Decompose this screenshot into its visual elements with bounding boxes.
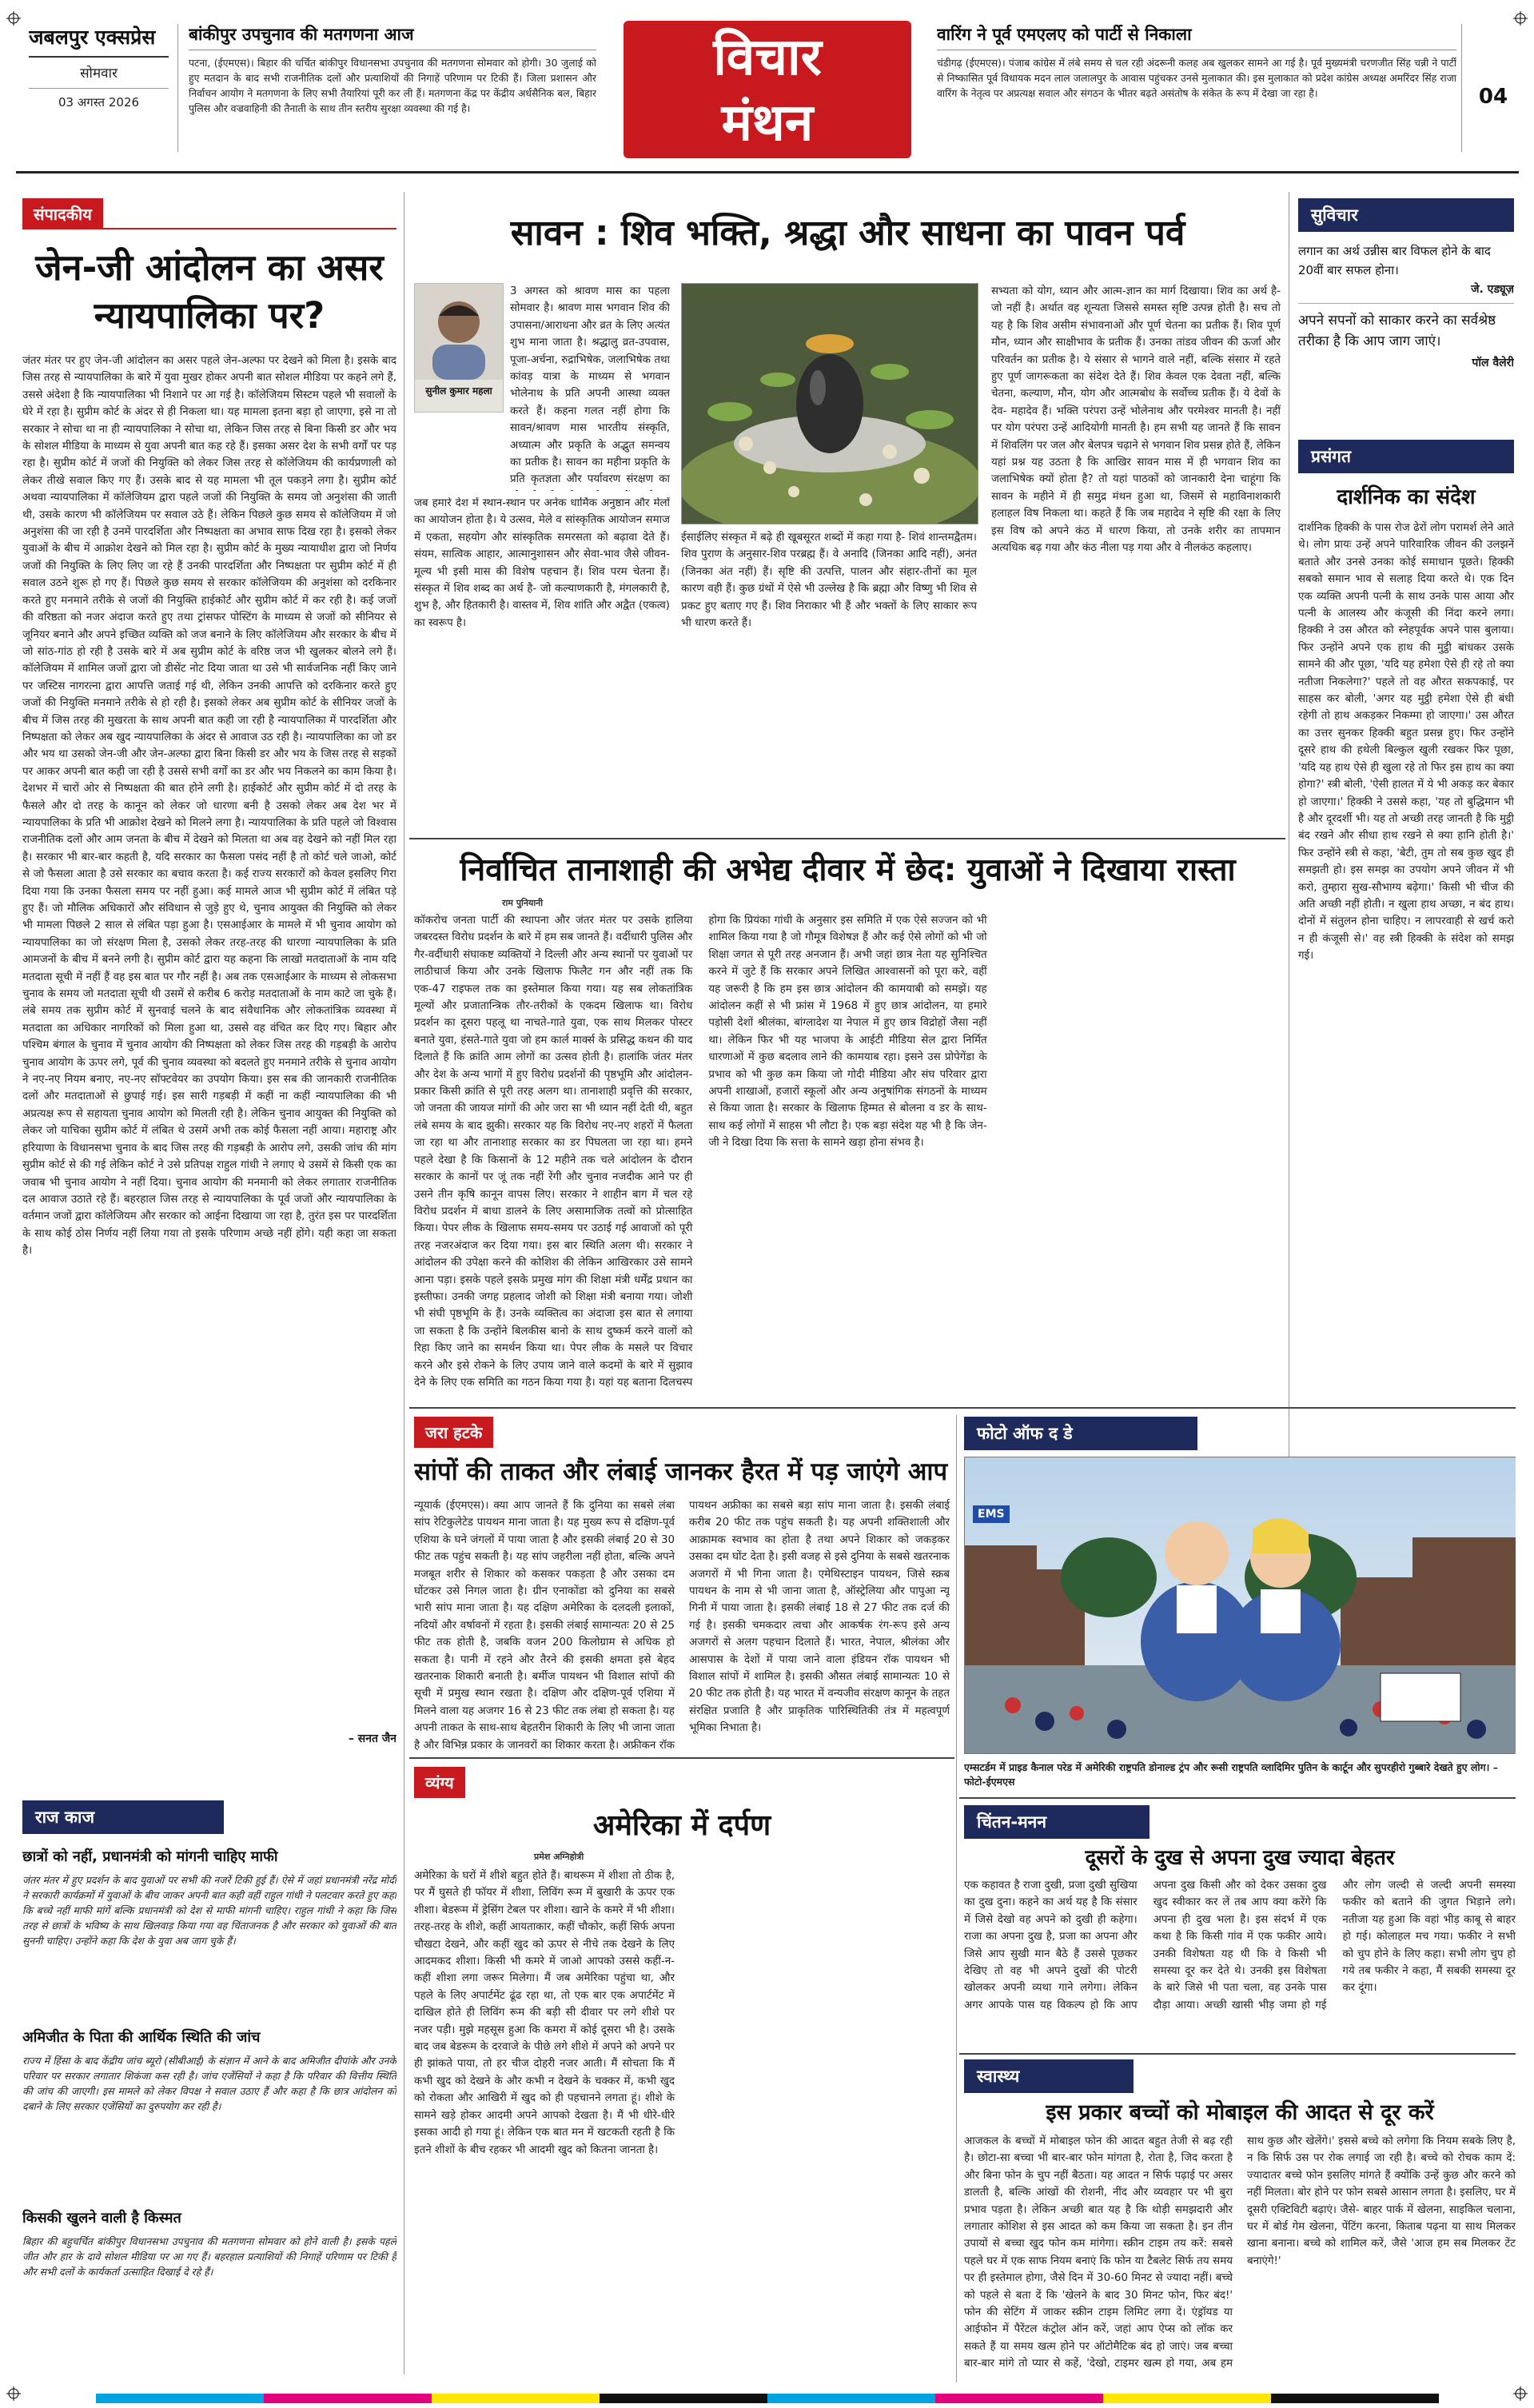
zara-hatke-body: न्यूयार्क (ईएमएस)। क्या आप जानते हैं कि दुनिया का सबसे लंबा सांप रेटिकुलेटेड पायथन माना जाता है। यह मुख्य रूप से दक्षिण-पूर्व एशिया के घने जंगलों में पाया जाता है और इसकी लंबाई 20 से 30 फीट तक पहुंच सकती है। यह सांप जहरीला नहीं होता, बल्कि अपने मजबूत शरीर से शिकार को कसकर पकड़ता है और उसका दम घोंटकर उसे निगल जाता है। ग्रीन एनाकोंडा को दुनिया का सबसे भारी सांप माना जाता है। यह दक्षिण अमेरिका के दलदली इलाकों, नदियों और वर्षावनों में रहता है। इसकी लंबाई सामान्यतः 20 से 25 फीट तक होती है, जबकि वजन 200 किलोग्राम से अधिक हो सकता है। पानी में रहने और तैरने की इसकी क्षमता इसे बेहद खतरनाक शिकारी बनाती है। बर्मीज पायथन भी विशाल सांपों की सूची में प्रमुख स्थान रखता है। दक्षिण और दक्षिण-पूर्व एशिया में मिलने वाला यह अजगर 16 से 23 फीट तक लंबा हो सकता है। यह अपनी ताकत के साथ-साथ बेहतरीन शिकारी के लिए भी जाना जाता है और विभिन्न प्रकार के जानवरों का शिकार करता है। अफ्रीकन रॉक पायथन अफ्रीका का सबसे बड़ा सांप माना जाता है। इसकी लंबाई करीब 20 फीट तक पहुंच सकती है। यह अपनी शक्तिशाली और आक्रामक स्वभाव का होता है तथा अपने शिकार को जकड़कर उसका दम घोंट देता है। इसी वजह से इसे दुनिया के सबसे खतरनाक अजगरों में भी गिना जाता है। एमेथिस्टाइन पायथन, जिसे स्क्रब पायथन के नाम से भी जाना जाता है, ऑस्ट्रेलिया और पापुआ न्यू गिनी में पाया जाता है। इसकी लंबाई 18 से 27 फीट तक दर्ज की गई है। इसकी चमकदार त्वचा और आकर्षक रंग-रूप इसे अन्य अजगरों से अलग पहचान दिलाते हैं। भारत, नेपाल, श्रीलंका और आसपास के देशों में पाया जाने वाला इंडियन रॉक पायथन भी विशाल सांपों में शामिल है। इसकी औसत लंबाई सामान्यतः 10 से 20 फीट तक होती है। यह भारत में वन्यजीव संरक्षण कानून के तहत संरक्षित प्रजाति है और प्राकृतिक पारिस्थितिकी तंत्र में महत्वपूर्ण भूमिका निभाता है। [414, 1500, 950, 1752]
divider [956, 1415, 957, 2382]
vyangya [414, 1767, 950, 2390]
editorial [22, 198, 396, 1789]
brief-left-title: बांकीपुर उपचुनाव की मतगणना आज [189, 25, 414, 44]
raj-kaaj-item-text: बिहार की बहुचर्चित बांकीपुर विधानसभा उपचुनाव की मतगणना सोमवार को होने वाली है। इसके पहले जीत और हार के दावे सोशल मीडिया पर आ गए हैं। बहरहाल प्रत्याशियों की निगाहें परिणाम पर टिकी हैं और सभी दलों के कार्यकर्ता उत्साहित दिखाई दे रहे हैं। [22, 2235, 396, 2278]
sawan-caption: ईसाईलिए संस्कृत में बढ़े ही खूबसूरत शब्दों में कहा गया है- शिवं शान्तमद्वैतम। शिव पुराण के अनुसार-शिव परब्रह्म हैं। वे अनादि (जिनका आदि नहीं), अनंत (जिनका अंत नहीं) हैं। सृष्टि की उत्पत्ति, पालन और संहार-तीनों का मूल कारण वही हैं। कुछ ग्रंथों में ऐसे भी उल्लेख है कि ब्रह्मा और विष्णु भी शिव से प्रकट हुए बताए गए हैं। शिव निराकार भी हैं और भक्तों के लिए साकार रूप भी धारण करते हैं। [681, 532, 977, 630]
photo-of-day [964, 1417, 1516, 1792]
suvichar-quote-2: अपने सपनों को साकार करने का सर्वश्रेष्ठ तरीका है कि आप जाग जाएं। [1298, 313, 1496, 349]
suvichar-author-2: पॉल वैलेरी [1472, 357, 1514, 369]
raj-kaaj-item-title: छात्रों को नहीं, प्रधानमंत्री को मांगनी चाहिए माफी [22, 1848, 278, 1865]
brief-right-text: चंडीगढ़ (ईएमएस)। पंजाब कांग्रेस में लंबे समय से चल रही अंदरूनी कलह अब खुलकर सामने आ गई है। पूर्व मुख्यमंत्री चरणजीत सिंह चन्नी ने पार्टी से निष्कासित पूर्व विधायक मदन लाल जलालपुर के आवास पहुंचकर उनसे मुलाकात की। इस मुलाकात को प्रदेश कांग्रेस अध्यक्ष अमरिंदर सिंह राजा वारिंग के नेतृत्व पर अप्रत्यक्ष सवाल और संगठन के भीतर बढ़ते असंतोष के संकेत के रूप में देखा जा रहा है। [937, 57, 1456, 99]
swasthya-body: आजकल के बच्चों में मोबाइल फोन की आदत बहुत तेजी से बढ़ रही है। छोटा-सा बच्चा भी बार-बार फोन मांगता है, रोता है, जिद करता है और बिना फोन के चुप नहीं बैठता। यह आदत न सिर्फ पढ़ाई पर असर डालती है, बल्कि आंखों की रोशनी, नींद और व्यवहार पर भी बुरा प्रभाव पड़ता है। लेकिन अच्छी बात यह है कि थोड़ी समझदारी और लगातार कोशिश से इस आदत को कम किया जा सकता है। इन तीन उपायों से बच्चा खुद फोन कम मांगेगा। स्क्रीन टाइम तय करें: सबसे पहले घर में एक साफ नियम बनाएं कि फोन या टैबलेट सिर्फ तय समय पर ही इस्तेमाल होगा, जैसे दिन में 30-60 मिनट से ज्यादा नहीं। बच्चे को पहले से बता दें कि 'खेलने के बाद 30 मिनट फोन, फिर बंद!' फोन की सेटिंग में जाकर स्क्रीन टाइम लिमिट लगा दें। एंड्रॉयड या आईफोन में पैरेंटल कंट्रोल ऑन करें, जहां आप ऐप्स को लॉक कर सकते हैं या समय खत्म होने पर ऑटोमैटिक बंद हो जाएं। जब बच्चा बार-बार मांगे तो प्यार से कहें, 'देखो, टाइमर खत्म हो गया, अब हम साथ कुछ और खेलेंगे।' इससे बच्चे को लगेगा कि नियम सबके लिए है, न कि सिर्फ उस पर रोक लगाई जा रही है। बच्चे को रोचक काम दें: ज्यादातर बच्चे फोन इसलिए मांगते हैं क्योंकि उन्हें कुछ और करने को नहीं मिलता। बोर होने पर फोन सबसे आसान लगता है। इसलिए, घर में दूसरी एक्टिविटी बढ़ाएं। जैसे- बाहर पार्क में खेलना, साइकिल चलाना, घर में बोर्ड गेम खेलना, पेंटिंग करना, किताब पढ़ना या साथ मिलकर खाना बनाना। बच्चे को शामिल करें, जैसे 'आज हम सब मिलकर टेंट बनाएंगे!' [964, 2135, 1516, 2370]
sawan-body-1-cont [414, 497, 670, 833]
photo-image [964, 1457, 1516, 1754]
nirvachit-headline: निर्वाचित तानाशाही की अभेद्य दीवार में छेद: युवाओं ने दिखाया रास्ता [460, 852, 1236, 888]
prasang-body: दार्शनिक हिक्की के पास रोज ढेरों लोग परामर्श लेने आते थे। लोग प्रायः उन्हें अपने पारिवारिक जीवन की उलझनें बताते और उनसे उनका कोई समाधान पूछते। हिक्की सबको समान भाव से सलाह दिया करते थे। एक दिन एक व्यक्ति अपनी पत्नी के साथ उनके पास आया और पत्नी के आलस्य और कंजूसी की निंदा करने लगा। हिक्की ने उस औरत को स्नेहपूर्वक अपने पास बुलाया। फिर उन्होंने अपने एक हाथ की मुट्ठी बांधकर उसके सामने की और पूछा, 'यदि यह हमेशा ऐसे ही रहे तो क्या नतीजा निकलेगा?' पहले तो वह औरत सकपकाई, पर साहस कर बोली, 'अगर यह मुट्ठी हमेशा ऐसे ही बंधी रहेगी तो हाथ अकड़कर निकम्मा हो जाएगा।' उस औरत का उत्तर सुनकर हिक्की बहुत प्रसन्न हुए। फिर उन्होंने दूसरे हाथ की हथेली बिल्कुल खुली रखकर फिर पूछा, 'यदि यह हाथ ऐसे ही खुला रहे तो फिर इस हाथ का क्या होगा?' स्त्री बोली, 'ऐसी हालत में ये भी अकड़ कर बेकार हो जाएगा।' हिक्की ने उससे कहा, 'यह तो बुद्धिमान भी है और दूरदर्शी भी। यह तो अच्छी तरह जानती है कि मुट्ठी बंद रखने और सीधा हाथ रखने से क्या हानि होती है।' फिर उन्होंने स्त्री से कहा, 'बेटी, तुम तो सब कुछ खुद ही समझती हो। इस समझ का उपयोग अपने जीवन में भी करो, तुम्हारा सुख-सौभाग्य बढ़ेगा।' किसी भी चीज की अति अच्छी नहीं होती। न खुला हाथ अच्छा, न बंद हाथ। दोनों में संतुलन होना चाहिए। न लापरवाही से खर्च करो न ही कंजूसी से।' वह स्त्री हिक्की के संदेश को समझ गई। [1298, 522, 1514, 963]
vyangya-byline: प्रमेश अग्निहोत्री [534, 1852, 584, 1862]
editorial-tag: संपादकीय [22, 198, 103, 229]
registration-mark-icon [6, 2386, 21, 2401]
raj-kaaj-item [22, 2208, 396, 2298]
raj-kaaj-item-title: किसकी खुलने वाली है किस्मत [22, 2210, 181, 2227]
suvichar [1298, 198, 1514, 422]
color-bar [96, 2394, 1439, 2403]
prasang-headline: दार्शनिक का संदेश [1337, 485, 1476, 509]
editorial-body: जंतर मंतर पर हुए जेन-जी आंदोलन का असर पहले जेन-अल्फा पर देखने को मिला है। इसके बाद जिस तरह से न्यायपालिका के बारे में युवा मुखर होकर अपनी बात सोशल मीडिया पर कहने लगे हैं, उससे अंदेशा है कि न्यायपालिका भी निशाने पर आ गई है। कॉलेजियम सिस्टम पहले भी सवालों के घेरे में रहा है। सुप्रीम कोर्ट के अंदर से ही निकला था। यह मामला इतना बड़ा हो जाएगा, इसे ना तो सरकार ने सोचा था ना ही न्यायपालिका ने सोचा था, लेकिन जिस तरह से बिना किसी डर और भय के सोशल मीडिया के माध्यम से युवा अपनी बात कह रहे हैं। इसका असर देश के सभी वर्गों पर पड़ रहा है। सुप्रीम कोर्ट में जजों की नियुक्ति को लेकर जिस तरह से कॉलेजियम की कार्यप्रणाली को लेकर तीखे सवाल किए गए हैं। उसके बाद से यह मामला भी तूल पकड़ने लगा है। सुप्रीम कोर्ट अथवा न्यायपालिका में कॉलेजियम द्वारा पहले जजों की नियुक्ति के समय जो अनुशंसा की जाती थी, उसके कारण भी कॉलेजियम पर सवाल उठे हैं। लेकिन पिछले कुछ समय से कॉलेजियम में जो अनुशंसा की जा रही है उनमें पारदर्शिता और निष्पक्षता का अभाव साफ दिख रहा है। इसको लेकर युवाओं के बीच में आक्रोश देखने को मिल रहा है। सुप्रीम कोर्ट के मुख्य न्यायाधीश द्वारा जो निर्णय जजों की नियुक्ति के लिए लिए जा रहे हैं उनकी पारदर्शिता और निष्पक्षता पर सुप्रीम कोर्ट में ही सवाल उठने शुरू हो गए हैं। पिछले कुछ समय से सरकार कॉलेजियम की अनुशंसा को दरकिनार करते हुए मनमाने तरीके से जजों की नियुक्ति हाईकोर्ट और सुप्रीम कोर्ट में कर रही है। कई जजों की वरिष्ठता को नजर अंदाज करते हुए तथा ट्रांसफर पोस्टिंग के माध्यम से जजों को सीनियर से जूनियर बनाने और अपने इच्छित व्यक्ति को जज बनाने के लिए कॉलेजियम और सरकार के बीच में जो सांठ-गांठ हो रही है उसके बारे में अब सुप्रीम कोर्ट के वरिष्ठ जज भी खुलकर बोलने लगे हैं। कॉलेजियम में शामिल जजों द्वारा जो डीसेंट नोट दिया जाता था उसे भी सार्वजनिक नहीं किए जाने पर जस्टिस नागरत्ना द्वारा आपत्ति जताई गई थी, लेकिन उनकी आपत्ति को दरकिनार करते हुए जजों की नियुक्ति मनमाने तरीके से हो रही है। इसको लेकर अब सुप्रीम कोर्ट के सीनियर जजों के बीच में जिस तरह की मुखरता के साथ अपनी बात कही जा रही है न्यायपालिका में पारदर्शिता और निष्पक्षता को लेकर अब खुद न्यायपालिका के अंदर से आवाज उठ रही है। न्यायपालिका का जो डर और भय था उसको जेन-जी और जेन-अल्फा द्वारा बिना किसी डर और भय के जिस तरह से सड़कों पर आकर अपनी बात कही जा रही है उससे सभी वर्गों का डर और भय निकलने का काम किया है। देशभर में चारों ओर से निष्पक्षता की बात होने लगी है। हाईकोर्ट और सुप्रीम कोर्ट में दो तरह के फैसले और दो तरह के कानून को लेकर जो धारणा बनी है उसको लेकर अब देश भर में न्यायपालिका के प्रति भी आक्रोश देखने को मिलने लगा है। न्यायपालिका के प्रति पहले जो विश्वास राजनीतिक दलों और आम जनता के बीच में देखने को मिलता था अब वह देखने को नहीं मिल रहा है। सरकार भी बार-बार कहती है, यदि सरकार का फैसला पसंद नहीं है तो कोर्ट चले जाओ, कोर्ट से जो फैसला आता है उसे सरकार का बचाव करता है। कई राज्य सरकारों को केवल इसलिए गिरा दिया गया कि उनका फैसला समय पर नहीं हुआ। कई मामले आज भी सुप्रीम कोर्ट में लंबित पड़े हुए हैं। जो मौलिक अधिकारों और संविधान से जुड़े हुए थे, चुनाव आयुक्त की नियुक्ति को लेकर भी मामला पिछले 2 साल से लंबित पड़ा हुआ है। एसआईआर के मामले में भी चुनाव आयोग को न्यायपालिका का जो संरक्षण मिला है, उसको लेकर तरह-तरह की धारणा न्यायपालिका के प्रति आमजनों के बीच में बनने लगी है। सुप्रीम कोर्ट द्वारा यह कहना कि लाखों मतदाताओं के नाम यदि मतदाता सूची में नहीं हैं वह इस बात पर गौर नहीं है। अब तक एसआईआर के माध्यम से लोकसभा चुनाव के समय जो मतदाता सूची थी उसमें से करीब 6 करोड़ मतदाताओं के नाम काटे जा चुके हैं। लंबे समय तक सुप्रीम कोर्ट में सुनवाई चलने के बाद संवैधानिक और लोकतांत्रिक व्यवस्था में मतदाता का अधिकार नागरिकों को मिला हुआ था, उससे वह वंचित कर दिए गए। बिहार और पश्चिम बंगाल के चुनाव में चुनाव आयोग की निष्पक्षता को लेकर जिस तरह की गड़बड़ी के आरोप चुनाव आयोग के ऊपर लगे, पूर्व की चुनाव व्यवस्था को बदलते हुए मनमाने तरीके से चुनाव आयोग ने नए-नए नियम बनाए, नए-नए सॉफ्टवेयर का उपयोग किया। इस सब की जानकारी राजनीतिक दलों और मतदाताओं से छुपाई गई। इस सारी गड़बड़ी में कहीं ना कहीं न्यायपालिका की भी अप्रत्यक्ष रूप से सहायता चुनाव आयोग को मिलती रही है। लेकिन चुनाव आयुक्त की नियुक्ति को लेकर जो याचिका सुप्रीम कोर्ट में लंबित थे उसमें अभी तक कोई फैसला नहीं आया। महाराष्ट्र और हरियाणा के विधानसभा चुनाव के बाद जिस तरह की गड़बड़ी के आरोप लगे, उसकी जांच की मांग सुप्रीम कोर्ट से की गई लेकिन कोर्ट ने उसे प्रतिपक्ष राहुल गांधी ने लगाए थे उसमें से किसी एक का जवाब भी चुनाव आयोग ने नहीं दिया। चुनाव आयोग की मनमानी को लेकर लगातार राजनीतिक दल आवाज उठाते रहे हैं। बहरहाल जिस तरह से न्यायपालिका के पूर्व जजों और न्यायपालिका के वर्तमान जजों द्वारा कॉलेजियम और सरकार को आईना दिखाया जा रहा है, तुरंत इस पर पारदर्शिता के साथ कोई ठोस निर्णय नहीं लिया गया तो इसके परिणाम अच्छे नहीं होंगे। यही कहा जा सकता है। [22, 355, 396, 1258]
author-photo [414, 283, 504, 413]
sawan-headline: सावन : शिव भक्ति, श्रद्धा और साधना का पावन पर्व [510, 213, 1185, 253]
sawan-body-2: सभ्यता को योग, ध्यान और आत्म-ज्ञान का मार्ग दिखाया। शिव का अर्थ है-जो नहीं है। अर्थात वह शून्यता जिससे समस्त सृष्टि उत्पन्न होती है। सच तो यह है कि शिव असीम संभावनाओं और पूर्ण चेतना का प्रतीक हैं। शिव पूर्ण मौन, ध्यान और साक्षीभाव के प्रतीक हैं। उनका तांडव जीवन की ऊर्जा और परिवर्तन का प्रतीक है। ये संसार से भागने वाले नहीं, बल्कि संसार में रहते हुए पूर्ण जागरूकता का संदेश देते हैं। शिव केवल एक देवता नहीं, बल्कि चेतना, कल्याण, मौन, योग और आत्मबोध के सर्वोच्च प्रतीक हैं। ये देवों के देव- महादेव हैं। भक्ति परंपरा उन्हें भोलेनाथ और परमेश्वर मानती है। नहीं पर योग परंपरा उन्हें आदियोगी मानती है। हम सभी यह जानते हैं कि सावन में शिवलिंग पर जल और बेलपत्र चढ़ाने से भगवान शिव प्रसन्न होते हैं, लेकिन यहां प्रश्न यह उठता है कि आखिर सावन मास में ही भगवान शिव का जलाभिषेक क्यों होता है? तो यहां पाठकों को जानकारी देना चाहूंगा कि सावन के महीने में ही समुद्र मंथन हुआ था, जिसमें से महाविनाशकारी हलाहल विष निकला था। कहते हैं कि जब महादेव ने सृष्टि की रक्षा के लिए इस विष को अपने कंठ में धारण किया, तो उनके शरीर का तापमान अत्यधिक बढ़ गया और कंठ नीला पड़ गया और वे नीलकंठ कहलाए। [991, 285, 1281, 555]
section-rule [959, 2053, 1516, 2055]
divider [177, 24, 178, 152]
raj-kaaj-item-text: जंतर मंतर में हुए प्रदर्शन के बाद युवाओं पर सभी की नजरें टिकी हुई हैं। ऐसे में जहां प्रधानमंत्री नरेंद्र मोदी ने सरकारी कार्यक्रमों में युवाओं के बीच जाकर अपनी बात कही वहीं राहुल गांधी ने पलटवार करते हुए कहा कि बच्चे नहीं माफी मांगें बल्कि प्रधानमंत्री को देश से माफी मांगनी चाहिए। राहुल गांधी ने कहा कि जिस तरह से छात्रों के भविष्य के साथ खिलवाड़ किया गया वह चिंताजनक है और सरकार को युवाओं की बात सुननी चाहिए। उन्होंने कहा कि देश के युवा अब जाग चुके हैं। [22, 1874, 396, 1947]
masthead-paper-info [29, 24, 169, 144]
paper-name: जबलपुर एक्सप्रेस [29, 26, 156, 49]
section-rule [959, 1797, 1516, 1799]
chintan-headline: दूसरों के दुख से अपना दुख ज्यादा बेहतर [1085, 1846, 1395, 1870]
section-rule [409, 1407, 1516, 1409]
vyangya-body: अमेरिका के घरों में शीशे बहुत होते हैं। बाथरूम में शीशा तो ठीक है, पर मैं घुसते ही फॉयर में शीशा, लिविंग रूम में बुखारी के ऊपर एक शीशा। बेडरूम में ड्रेसिंग टेबल पर शीशा। खाने के कमरे में भी शीशा। तरह-तरह के शीशे, कहीं आयताकार, कहीं चौकोर, कहीं सिर्फ अपना चौखटा देखने, और कहीं खुद को ऊपर से नीचे तक देखने के लिए आदमकद शीशा। किसी भी कमरे में जाओ आपको उससे कहीं-न-कहीं शीशा लगा जरूर मिलेगा। मैं जब अमेरिका पहुंचा था, और पहले के लिए अपार्टमेंट ढूंढ रहा था, तो एक बार एक अपार्टमेंट में दाखिल होते ही लिविंग रूम की बड़ी सी दीवार पर लगे शीशे पर नजर पड़ी। मुझे महसूस हुआ कि कमरा में कोई दूसरा भी है। उसके बाद जब बेडरूम के दरवाजे के पीछे लगे शीशे में अपने को अपने पर ही झांकते पाया, तो हर चीज दोहरी नजर आती। मैं सोचता कि मैं कभी खुद को देखने के और कभी न देखने के चक्कर में, कभी खुद को रोकता और आखिरी में खुद को ही पहचानने लगता हूं। शीशे के सामने खड़े होकर आदमी अपने आपको देखता है। मैं भी धीरे-धीरे इसका आदी हो गया हूं। लेकिन एक बात मन में खटकती रहती है कि इतने शीशों के बीच रहकर भी आदमी खुद को कितना जानता है। [414, 1870, 675, 2156]
suvichar-quote-1: लगान का अर्थ उन्नीस बार विफल होने के बाद 20वीं बार सफल होना। [1298, 244, 1491, 277]
brief-right [937, 22, 1456, 154]
divider [1461, 24, 1462, 152]
raj-kaaj-item-title: अमिजीत के पिता की आर्थिक स्थिति की जांच [22, 2029, 261, 2046]
editorial-headline: जेन-जी आंदोलन का असर न्यायपालिका पर? [35, 246, 384, 337]
raj-kaaj-item [22, 2027, 396, 2197]
section-title-line1: विचार [713, 28, 822, 87]
nirvachit-article [414, 849, 1281, 1401]
section-rule [409, 838, 1285, 839]
author-name: सुनील कुमार महला [425, 385, 492, 397]
section-rule [409, 1757, 954, 1759]
brief-left [189, 22, 596, 154]
swasthya-tag: स्वास्थ्य [964, 2059, 1134, 2093]
zara-hatke-headline: सांपों की ताकत और लंबाई जानकर हैरत में पड़ जाएंगे आप [414, 1457, 948, 1486]
sawan-body-1: 3 अगस्त को श्रावण मास का पहला सोमवार है। श्रावण मास भगवान शिव की उपासना/आराधना और व्रत के लिए अत्यंत शुभ माना जाता है। श्रद्धालु व्रत-उपवास, पूजा-अर्चना, रुद्राभिषेक, जलाभिषेक तथा कांवड़ यात्रा के माध्यम से भगवान भोलेनाथ के प्रति अपनी आस्था व्यक्त करते हैं। कहना गलत नहीं होगा कि सावन/श्रावण मास भारतीय संस्कृति, अध्यात्म और प्रकृति के अद्भुत समन्वय का प्रतीक है। सावन का महीना प्रकृति के प्रति कृतज्ञता और पर्यावरण संरक्षण का [510, 285, 670, 486]
photo-tag: फोटो ऑफ द डे [964, 1417, 1197, 1450]
swasthya-headline: इस प्रकार बच्चों को मोबाइल की आदत से दूर करें [1046, 2100, 1434, 2125]
vyangya-tag: व्यंग्य [414, 1767, 465, 1798]
editorial-author: – सनत जैन [348, 1732, 396, 1745]
swasthya [964, 2059, 1516, 2387]
chintan-manan [964, 1805, 1516, 2045]
section-logo [624, 21, 911, 158]
masthead-rule [16, 171, 1519, 173]
raj-kaaj [22, 1800, 396, 2384]
shivling-photo [681, 283, 978, 524]
nirvachit-byline: राम पुनियानी [502, 898, 544, 908]
page-number: 04 [1478, 85, 1508, 109]
prasang-tag: प्रसंगत [1298, 440, 1514, 473]
sawan-body-1-text: जब हमारे देश में स्थान-स्थान पर अनेक धार्मिक अनुष्ठान और मेलों का आयोजन होता है। ये उत्सव, मेले व सांस्कृतिक आयोजन समाज में एकता, सहयोग और सांस्कृतिक समरसता को बढ़ावा देते हैं। संयम, सात्विक आहार, आत्मानुशासन और सेवा-भाव जैसे जीवन-मूल्य भी इसी मास की विशेष पहचान हैं। शिव परम चेतना हैं। संस्कृत में शिव शब्द का अर्थ है- जो कल्याणकारी है, मंगलकारी है, शुभ है, और हितकारी है। वास्तव में, शिव शांति और अद्वैत (एकत्व) का स्वरूप है। [414, 497, 670, 629]
suvichar-author-1: जे. एड्यूज़ [1471, 283, 1514, 296]
vyangya-headline: अमेरिका में दर्पण [592, 1809, 771, 1842]
issue-date: 03 अगस्त 2026 [58, 95, 140, 110]
brief-right-title: वारिंग ने पूर्व एमएलए को पार्टी से निकाला [937, 25, 1192, 44]
raj-kaaj-item [22, 1847, 396, 2016]
issue-day: सोमवार [80, 66, 118, 82]
photo-badge: EMS [973, 1505, 1010, 1523]
photo-caption: एम्सटर्डम में प्राइड कैनाल परेड में अमेरिकी राष्ट्रपति डोनाल्ड ट्रंप और रूसी राष्ट्रपति व्लादिमिर पुतिन के कार्टून और सुपरहीरो गुब्बारे देखते हुए लोग। –फोटो-ईएमएस [964, 1761, 1499, 1788]
raj-kaaj-tag: राज काज [22, 1800, 224, 1834]
sawan-article [414, 209, 1281, 833]
raj-kaaj-item-text: राज्य में हिंसा के बाद केंद्रीय जांच ब्यूरो (सीबीआई) के संज्ञान में आने के बाद अमिजीत दीपांके और उनके परिवार पर सरकार लगातार शिकंजा कस रही है। जांच एजेंसियों ने कहा है कि परिवार की वित्तीय स्थिति की जांच की जाएगी। इस मामले को लेकर विपक्ष ने सवाल उठाए हैं और कहा है कि छात्र आंदोलन को दबाने के लिए सरकार एजेंसियों का दुरुपयोग कर रही है। [22, 2055, 396, 2112]
registration-mark-icon [1513, 11, 1528, 26]
suvichar-tag: सुविचार [1298, 198, 1514, 232]
brief-left-text: पटना, (ईएमएस)। बिहार की चर्चित बांकीपुर विधानसभा उपचुनाव की मतगणना सोमवार को होगी। 30 जुलाई को हुए मतदान के बाद सभी राजनीतिक दलों और प्रत्याशियों की निगाहें परिणाम पर टिकी हैं। जिला प्रशासन और निर्वाचन आयोग ने मतगणना के लिए सभी तैयारियां पूरी कर ली हैं। मतगणना केंद्र पर केंद्रीय अर्धसैनिक बल, बिहार पुलिस और वज्रवाहिनी की तैनाती के साथ तीन स्तरीय सुरक्षा व्यवस्था की गई है। [189, 57, 596, 114]
registration-mark-icon [6, 11, 21, 26]
zara-hatke-tag: जरा हटके [414, 1417, 493, 1448]
nirvachit-body: कॉकरोच जनता पार्टी की स्थापना और जंतर मंतर पर उसके हालिया जबरदस्त विरोध प्रदर्शन के बारे में हम सब जानते हैं। वर्दीधारी पुलिस और गैर-वर्दीधारी संघाकष्ट व्यक्तियों ने दिल्ली और अन्य स्थानों पर युवाओं पर लाठीचार्ज किया और उनके खिलाफ फिलैट गन और नहीं तक कि एक-47 राइफल तक का इस्तेमाल किया गया। यह सब लोकतांत्रिक मूल्यों और प्रजातान्त्रिक तौर-तरीकों के एकदम खिलाफ था। विरोध प्रदर्शन का दूसरा पहलू था नाचते-गाते युवा, एक साथ मिलकर पोस्टर बनाते युवा, हंसते-गाते युवा जो हम कार्ल मार्क्स के प्रसिद्ध कथन की याद दिलाते हैं कि क्रांति आम लोगों का उत्सव होती है। हालांकि जंतर मंतर और देश के अन्य भागों में हुए विरोध प्रदर्शनों की पृष्ठभूमि और आंदोलन-प्रकार किसी क्रांति से पूरी तरह अलग था। तानाशाही प्रवृत्ति की सरकार, जो जनता की जायज मांगों की ओर जरा सा भी ध्यान नहीं देती थी, बहुत लंबे समय के बाद झुकी। सरकार यह कि विरोध नए-नए शहरों में फैलता जा रहा था और तानाशाह सरकार का डर पिघलता जा रहा था। हमने पहले देखा है कि किसानों के 12 महीने तक चले आंदोलन के दौरान सरकार के कानों पर जूं तक नहीं रेंगी और चुनाव नजदीक आने पर ही उसने तीन कृषि कानून वापस लिए। सरकार ने शाहीन बाग में चल रहे विरोध प्रदर्शन में बाधा डालने के लिए असामाजिक तत्वों को प्रोत्साहित किया। पेपर लीक के खिलाफ समय-समय पर उठाई गई आवाजों को पूरी तरह नजरअंदाज कर दिया गया। इस बार स्थिति अलग थी। सरकार ने आंदोलन की उपेक्षा करने की कोशिश की लेकिन आखिरकार उसे सामने आना पड़ा। इसके पहले इसके प्रमुख मांग की शिक्षा मंत्री धर्मेंद्र प्रधान का इस्तीफा। उनकी जगह प्रहलाद जोशी को शिक्षा मंत्री बनाया गया। जोशी भी संघी पृष्ठभूमि के हैं। उनके व्यक्तित्व का अंदाजा इस बात से लगाया जा सकता है कि उन्होंने बिलकीस बानो के साथ दुष्कर्म करने वालों को रिहा किए जाने का समर्थन किया था। पेपर लीक के मसले पर विचार करने और इसे रोकने के लिए उपाय जाने वाले कदमों के बारे में सुझाव देने के लिए एक समिति का गठन किया गया है। यहां यह बताना दिलचस्प होगा कि प्रियंका गांधी के अनुसार इस समिति में एक ऐसे सज्जन को भी शामिल किया गया है जो गौमूत्र विशेषज्ञ हैं और कई ऐसे लोगों को भी जो शिक्षा जगत से पूरी तरह अनजान हैं। अभी जहां छात्र नेता यह सुनिश्चित करने में जुटे हैं कि सरकार अपने लिखित आश्वासनों को पूरा करे, वहीं यह जरूरी है कि हम इस छात्र आंदोलन की कामयाबी को समझें। यह आंदोलन कहीं से भी फ्रांस में 1968 में हुए छात्र आंदोलन, या हमारे पड़ोसी देशों श्रीलंका, बांग्लादेश या नेपाल में हुए छात्र विद्रोहों जैसा नहीं था। लेकिन फिर भी यह भाजपा के आईटी मीडिया सेल द्वारा निर्मित धारणाओं में कुछ बदलाव लाने की कामयाब रहा। इसने उस प्रोपेगेंडा के प्रभाव को भी कुछ कम किया जो गोदी मीडिया और संघ परिवार द्वारा अपनी शाखाओं, हजारों स्कूलों और अन्य अनुषांगिक संगठनों के माध्यम से किया जाता है। सरकार के खिलाफ हिम्मत से बोलना व डर के साथ-साथ कई लोगों में साहस भी लौटा है। एक बड़ा संदेश यह भी है कि जेन-जी ने दिखा दिया कि सत्ता के सामने खड़ा होना संभव है। [414, 915, 987, 1389]
chintan-body: एक कहावत है राजा दुखी, प्रजा दुखी सुखिया का दुख दुना। कहने का अर्थ यह है कि संसार में जिसे देखो वह अपने को दुखी ही कहेगा। राजा का अपना दुख है, प्रजा का अपना और जिसे आप सुखी मान बैठे हैं उससे पूछकर देखिए तो वह भी अपने दुखों की पोटरी खोलकर अपनी व्यथा गाने लगेगा। लेकिन अगर आपके पास यह विकल्प हो कि आप अपना दुख किसी और को देकर उसका दुख खुद स्वीकार कर लें तब आप क्या करेंगे कि अपना ही दुख भला है। इस संदर्भ में एक कथा है कि किसी गांव में एक फकीर आये। उनकी विशेषता यह थी कि वे किसी भी समस्या दूर कर देते थे। उनकी इस विशेषता के बारे जिसे भी पता चला, वह उनके पास दौड़ा आया। अच्छी खासी भीड़ जमा हो गई और लोग जल्दी से जल्दी अपनी समस्या फकीर को बताने की जुगत भिड़ाने लगे। नतीजा यह हुआ कि वहां भीड़ काबू से बाहर हो गई। कोलाहल मच गया। फकीर ने सभी को चुप होने के लिए कहा। सभी लोग चुप हो गये तब फकीर ने कहा, मैं सबकी समस्या दूर कर दूंगा। [964, 1880, 1516, 2011]
section-title-line2: मंथन [721, 94, 814, 153]
chintan-tag: चिंतन-मनन [964, 1805, 1150, 1839]
registration-mark-icon [1513, 2386, 1528, 2401]
